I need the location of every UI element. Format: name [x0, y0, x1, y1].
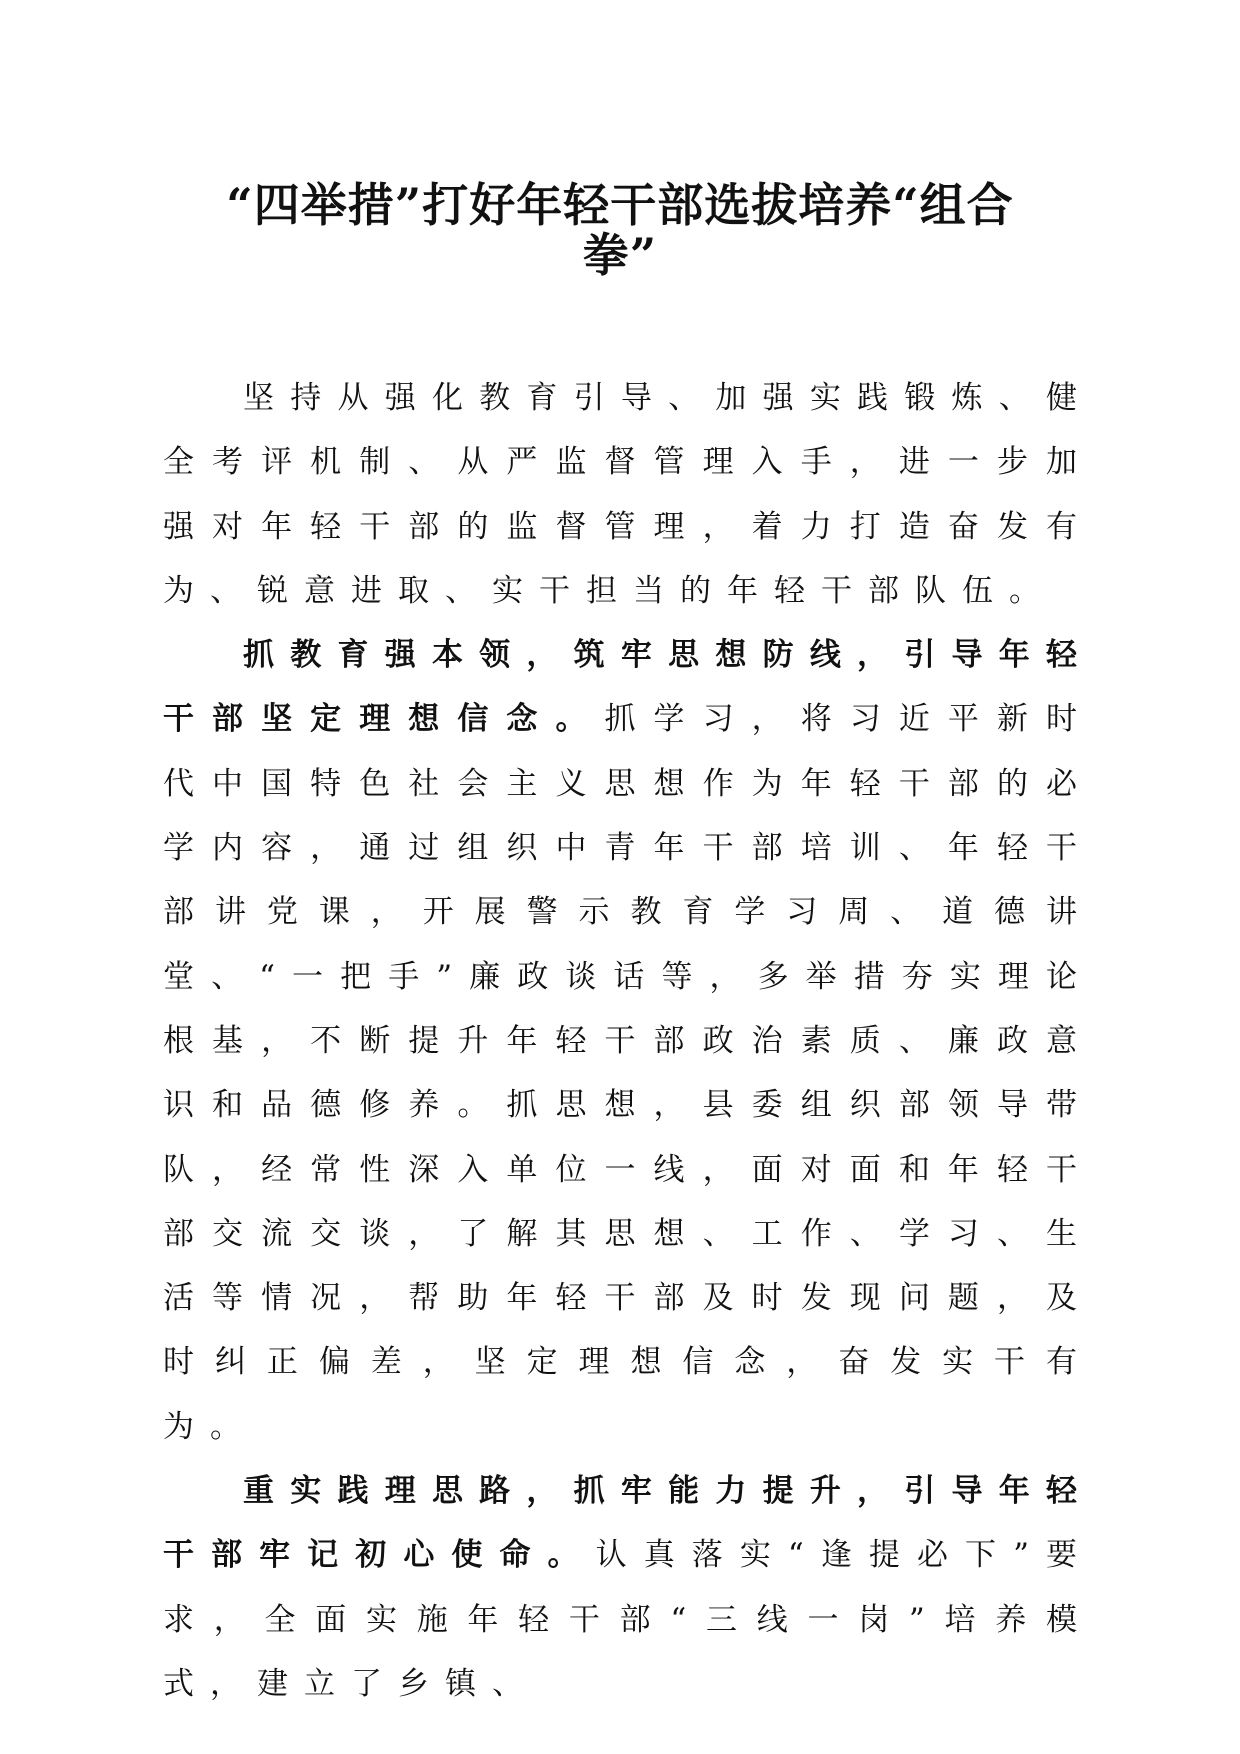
paragraph-text: 认真落实“逢提必下”要求，全面实施年轻干部“三线一岗”培养模式，建立了乡镇、 [163, 1537, 1094, 1702]
paragraph-practice [163, 1459, 1093, 1716]
document-title: “四举措”打好年轻干部选拔培养“组合拳” [226, 178, 1014, 282]
paragraph-education [163, 623, 1093, 1459]
paragraph-lead: 重实践理思路，抓牢能力提升，引导年轻干部牢记初心使命。 [163, 1473, 1093, 1574]
paragraph-lead: 抓教育强本领，筑牢思想防线，引导年轻干部坚定理想信念。 [163, 637, 1093, 738]
paragraph-intro [163, 366, 1093, 623]
document-body [163, 366, 1093, 1716]
paragraph-text: 抓学习，将习近平新时代中国特色社会主义思想作为年轻干部的必学内容，通过组织中青年干部培训、年轻干部讲党课，开展警示教育学习周、道德讲堂、“一把手”廉政谈话等，多举措夯实理论根基，不断提升年轻干部政治素质、廉政意识和品德修养。抓思想，县委组织部领导带队，经常性深入单位一线，面对面和年轻干部交流交谈，了解其思想、工作、学习、生活等情况，帮助年轻干部及时发现问题，及时纠正偏差，坚定理想信念，奋发实干有为。 [163, 701, 1093, 1445]
paragraph-text: 坚持从强化教育引导、加强实践锻炼、健全考评机制、从严监督管理入手，进一步加强对年轻干部的监督管理，着力打造奋发有为、锐意进取、实干担当的年轻干部队伍。 [163, 380, 1093, 609]
